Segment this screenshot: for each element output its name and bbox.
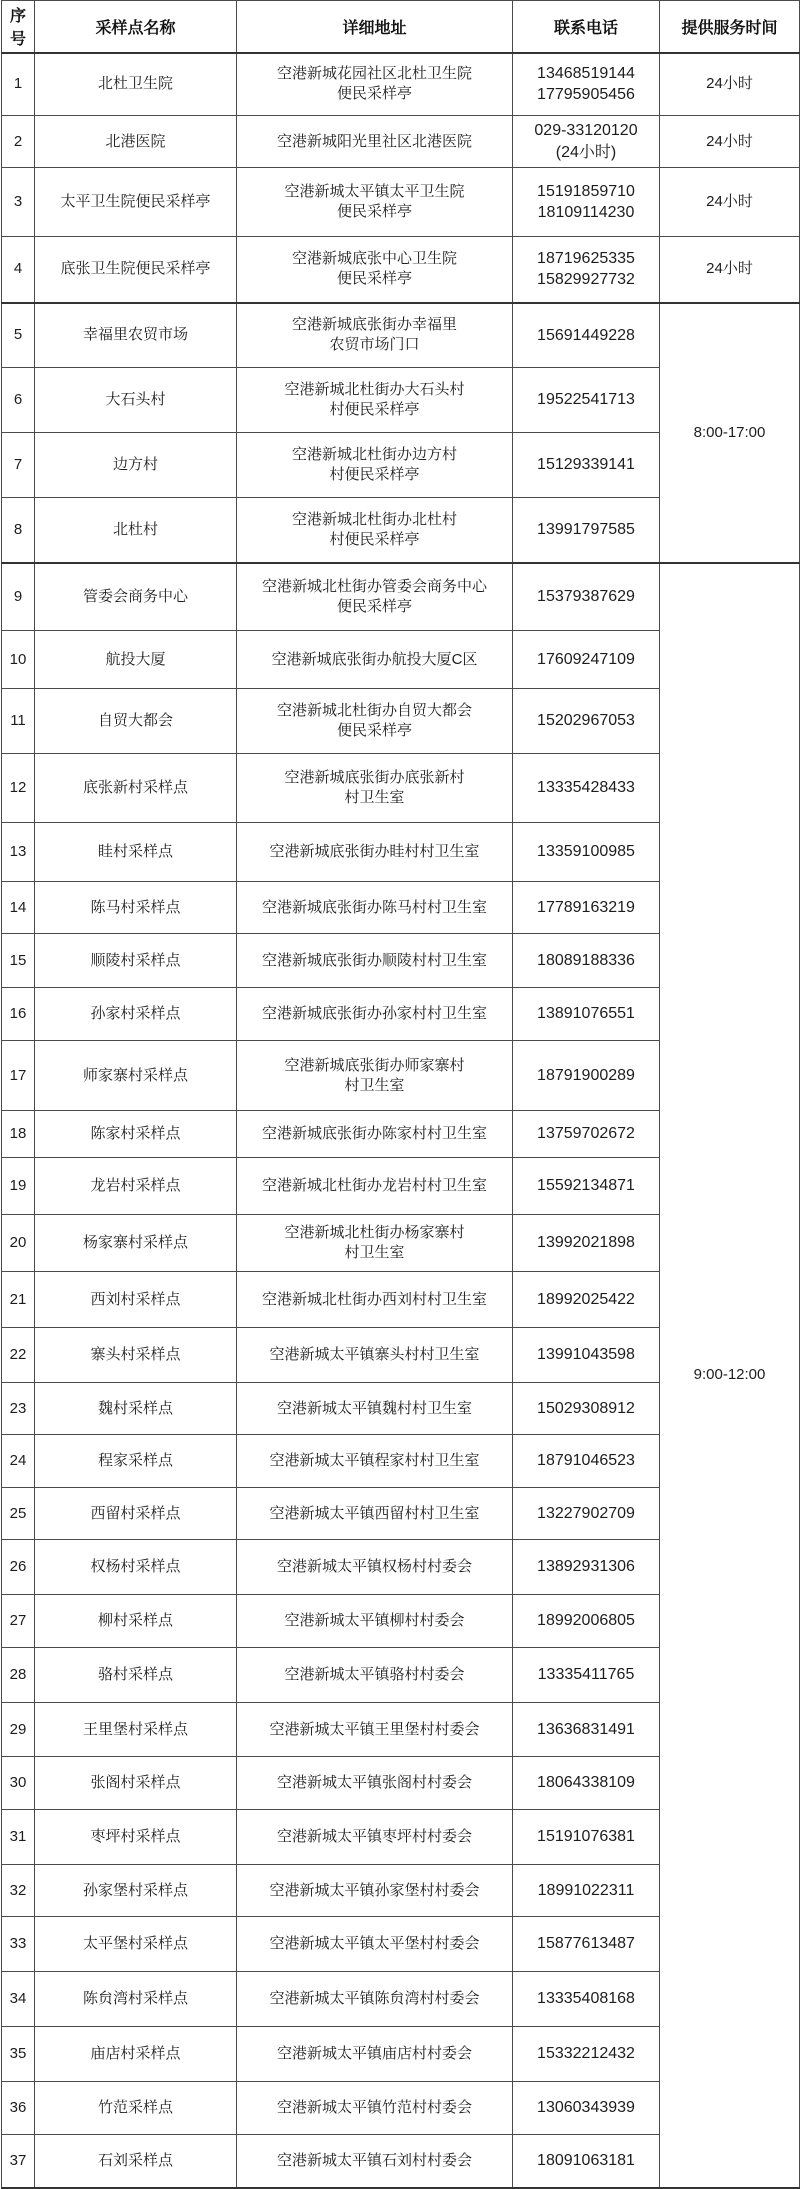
row-index-cell: 9 (2, 563, 35, 631)
site-name-cell: 孙家村采样点 (35, 988, 237, 1041)
address-cell (237, 1648, 513, 1703)
table-row (2, 563, 800, 631)
site-name-cell: 大石头村 (35, 368, 237, 433)
service-time-cell: 9:00-12:00 (660, 563, 800, 2188)
address-line: 空港新城底张中心卫生院 (291, 250, 457, 268)
address-line: 空港新城底张街办顺陵村村卫生室 (261, 951, 487, 969)
phone-cell (513, 168, 660, 237)
phone-line: 18791046523 (537, 1452, 635, 1470)
site-name-cell: 龙岩村采样点 (35, 1158, 237, 1215)
phone-line: 13359100985 (537, 843, 635, 861)
service-time-cell: 24小时 (660, 53, 800, 116)
site-name-cell: 北杜村 (35, 498, 237, 563)
address-line: 便民采样亭 (336, 85, 412, 103)
phone-line: 13060343939 (537, 2099, 635, 2117)
phone-line: 029-33120120 (534, 122, 638, 140)
header-cell: 提供服务时间 (660, 1, 800, 53)
row-index-cell: 23 (2, 1383, 35, 1435)
address-line: 村卫生室 (344, 1244, 405, 1261)
table-row (2, 168, 800, 237)
phone-cell (513, 433, 660, 498)
site-name-cell: 眭村采样点 (35, 823, 237, 882)
row-index-cell: 1 (2, 53, 35, 116)
phone-cell (513, 2027, 660, 2082)
row-index-cell: 7 (2, 433, 35, 498)
phone-cell (513, 1435, 660, 1488)
address-line: 便民采样亭 (336, 270, 412, 288)
address-cell (237, 1810, 513, 1865)
site-name-cell: 底张卫生院便民采样亭 (35, 237, 237, 303)
address-line: 空港新城阳光里社区北港医院 (276, 132, 472, 150)
phone-cell (513, 1757, 660, 1810)
address-line: 空港新城太平镇魏村村卫生室 (276, 1399, 472, 1417)
phone-cell (513, 988, 660, 1041)
address-cell (237, 1215, 513, 1272)
phone-cell (513, 1272, 660, 1328)
row-index-cell: 33 (2, 1917, 35, 1972)
header-row (2, 1, 800, 53)
phone-cell (513, 368, 660, 433)
phone-cell (513, 1383, 660, 1435)
phone-line: 15592134871 (537, 1177, 635, 1195)
address-line: 空港新城北杜街办管委会商务中心 (261, 577, 487, 595)
address-line: 空港新城底张街办陈马村村卫生室 (261, 898, 487, 916)
site-name-cell: 西刘村采样点 (35, 1272, 237, 1328)
site-name-cell: 柳村采样点 (35, 1595, 237, 1648)
site-name-cell: 航投大厦 (35, 631, 237, 689)
site-name-cell: 陈家村采样点 (35, 1111, 237, 1158)
table-row (2, 116, 800, 168)
phone-cell (513, 563, 660, 631)
address-line: 空港新城底张街办幸福里 (291, 316, 457, 334)
address-cell (237, 1703, 513, 1757)
address-line: 农贸市场门口 (329, 336, 420, 354)
phone-line: 18089188336 (537, 951, 635, 969)
phone-line: 15691449228 (537, 326, 635, 344)
address-line: 空港新城太平镇柳村村委会 (284, 1612, 465, 1630)
row-index-cell: 18 (2, 1111, 35, 1158)
site-name-cell: 师家寨村采样点 (35, 1041, 237, 1111)
phone-cell (513, 882, 660, 934)
phone-line: 13892931306 (537, 1558, 635, 1576)
phone-cell (513, 754, 660, 823)
address-line: 空港新城太平镇程家村村卫生室 (269, 1452, 480, 1470)
address-cell (237, 882, 513, 934)
address-line: 空港新城底张街办底张新村 (284, 769, 465, 787)
table-row (2, 237, 800, 303)
address-line: 便民采样亭 (336, 722, 412, 739)
phone-line: 18719625335 (537, 250, 635, 268)
phone-cell (513, 53, 660, 116)
address-cell (237, 1272, 513, 1328)
address-line: 空港新城北杜街办北杜村 (291, 510, 457, 528)
address-cell (237, 116, 513, 168)
address-cell (237, 1383, 513, 1435)
phone-cell (513, 1041, 660, 1111)
row-index-cell: 22 (2, 1328, 35, 1383)
row-index-cell: 32 (2, 1865, 35, 1917)
sampling-points-table (1, 0, 800, 2189)
phone-cell (513, 1111, 660, 1158)
row-index-cell: 16 (2, 988, 35, 1041)
address-cell (237, 168, 513, 237)
row-index-cell: 5 (2, 303, 35, 368)
address-line: 空港新城北杜街办边方村 (291, 446, 457, 464)
row-index-cell: 29 (2, 1703, 35, 1757)
row-index-cell: 24 (2, 1435, 35, 1488)
table-row (2, 303, 800, 368)
address-cell (237, 1972, 513, 2027)
address-line: 空港新城北杜街办大石头村 (284, 381, 465, 399)
phone-line: 13335428433 (537, 779, 635, 797)
site-name-cell: 边方村 (35, 433, 237, 498)
site-name-cell: 自贸大都会 (35, 689, 237, 754)
site-name-cell: 魏村采样点 (35, 1383, 237, 1435)
address-line: 空港新城太平镇庙店村村委会 (276, 2045, 472, 2063)
phone-cell (513, 1703, 660, 1757)
site-name-cell: 管委会商务中心 (35, 563, 237, 631)
service-time-cell: 24小时 (660, 168, 800, 237)
address-cell (237, 934, 513, 988)
phone-cell (513, 303, 660, 368)
address-cell (237, 1595, 513, 1648)
phone-cell (513, 237, 660, 303)
phone-line: 18091063181 (537, 2152, 635, 2170)
address-cell (237, 1757, 513, 1810)
site-name-cell: 北港医院 (35, 116, 237, 168)
phone-line: 18992025422 (537, 1290, 635, 1308)
phone-line: 17795905456 (537, 86, 635, 104)
address-line: 便民采样亭 (336, 203, 412, 220)
address-cell (237, 631, 513, 689)
address-cell (237, 433, 513, 498)
phone-cell (513, 1540, 660, 1595)
phone-cell (513, 1648, 660, 1703)
site-name-cell: 寨头村采样点 (35, 1328, 237, 1383)
table-row (2, 53, 800, 116)
address-line: 空港新城太平镇枣坪村村委会 (276, 1828, 472, 1846)
phone-cell (513, 1810, 660, 1865)
site-name-cell: 顺陵村采样点 (35, 934, 237, 988)
header-cell: 联系电话 (513, 1, 660, 53)
address-cell (237, 2082, 513, 2135)
address-cell (237, 1435, 513, 1488)
address-cell (237, 823, 513, 882)
phone-line: 15379387629 (537, 588, 635, 606)
site-name-cell: 程家采样点 (35, 1435, 237, 1488)
phone-cell (513, 1158, 660, 1215)
address-line: 空港新城太平镇寨头村村卫生室 (269, 1346, 480, 1364)
row-index-cell: 12 (2, 754, 35, 823)
phone-cell (513, 631, 660, 689)
row-index-cell: 31 (2, 1810, 35, 1865)
address-line: 村便民采样亭 (329, 466, 420, 483)
address-cell (237, 1158, 513, 1215)
address-cell (237, 1328, 513, 1383)
phone-line: 13227902709 (537, 1504, 635, 1522)
phone-line: 13991797585 (537, 521, 635, 539)
phone-line: 15191859710 (537, 182, 635, 200)
row-index-cell: 27 (2, 1595, 35, 1648)
row-index-cell: 3 (2, 168, 35, 237)
row-index-cell: 4 (2, 237, 35, 303)
phone-cell (513, 1972, 660, 2027)
row-index-cell: 2 (2, 116, 35, 168)
phone-cell (513, 823, 660, 882)
row-index-cell: 11 (2, 689, 35, 754)
address-line: 空港新城北杜街办杨家寨村 (284, 1224, 465, 1242)
address-cell (237, 1041, 513, 1111)
address-cell (237, 368, 513, 433)
phone-cell (513, 1595, 660, 1648)
site-name-cell: 枣坪村采样点 (35, 1810, 237, 1865)
address-cell (237, 237, 513, 303)
address-line: 空港新城太平镇西留村村卫生室 (269, 1504, 480, 1522)
address-line: 便民采样亭 (336, 597, 412, 615)
header-cell: 采样点名称 (35, 1, 237, 53)
row-index-cell: 15 (2, 934, 35, 988)
address-line: 村卫生室 (344, 789, 405, 806)
row-index-cell: 13 (2, 823, 35, 882)
row-index-cell: 8 (2, 498, 35, 563)
row-index-cell: 10 (2, 631, 35, 689)
site-name-cell: 孙家堡村采样点 (35, 1865, 237, 1917)
address-line: 空港新城太平镇石刘村村委会 (276, 2151, 472, 2169)
address-line: 空港新城太平镇权杨村村委会 (276, 1558, 472, 1576)
site-name-cell: 竹范采样点 (35, 2082, 237, 2135)
phone-cell (513, 1488, 660, 1540)
phone-line: 18064338109 (537, 1774, 635, 1792)
address-line: 空港新城太平镇竹范村村委会 (276, 2099, 472, 2117)
address-line: 空港新城太平镇孙家堡村村委会 (269, 1881, 480, 1899)
site-name-cell: 张阁村采样点 (35, 1757, 237, 1810)
phone-cell (513, 498, 660, 563)
site-name-cell: 底张新村采样点 (35, 754, 237, 823)
site-name-cell: 庙店村采样点 (35, 2027, 237, 2082)
address-line: 空港新城太平镇太平卫生院 (284, 183, 465, 201)
site-name-cell: 西留村采样点 (35, 1488, 237, 1540)
row-index-cell: 19 (2, 1158, 35, 1215)
row-index-cell: 25 (2, 1488, 35, 1540)
phone-line: 13636831491 (537, 1720, 635, 1738)
phone-line: 15332212432 (537, 2045, 635, 2063)
address-line: 空港新城底张街办陈家村村卫生室 (261, 1125, 487, 1143)
phone-line: 15129339141 (537, 456, 635, 474)
phone-cell (513, 934, 660, 988)
address-cell (237, 754, 513, 823)
table-body (2, 53, 800, 2188)
address-cell (237, 53, 513, 116)
row-index-cell: 21 (2, 1272, 35, 1328)
address-cell (237, 1111, 513, 1158)
site-name-cell: 骆村采样点 (35, 1648, 237, 1703)
address-line: 空港新城太平镇陈贠湾村村委会 (269, 1990, 480, 2008)
row-index-cell: 14 (2, 882, 35, 934)
site-name-cell: 陈贠湾村采样点 (35, 1972, 237, 2027)
phone-line: 17609247109 (537, 650, 635, 668)
phone-line: 19522541713 (537, 391, 635, 409)
row-index-cell: 36 (2, 2082, 35, 2135)
address-cell (237, 1540, 513, 1595)
row-index-cell: 35 (2, 2027, 35, 2082)
address-cell (237, 689, 513, 754)
address-line: 空港新城花园社区北杜卫生院 (276, 65, 472, 83)
phone-cell (513, 2082, 660, 2135)
address-line: 空港新城底张街办航投大厦C区 (271, 650, 478, 668)
row-index-cell: 34 (2, 1972, 35, 2027)
phone-line: 18109114230 (537, 204, 635, 221)
phone-line: 15202967053 (537, 712, 635, 730)
phone-line: 15877613487 (537, 1935, 635, 1953)
address-line: 空港新城底张街办师家寨村 (284, 1056, 465, 1074)
address-line: 空港新城太平镇张阁村村委会 (276, 1774, 472, 1792)
row-index-cell: 26 (2, 1540, 35, 1595)
phone-line: 13468519144 (537, 65, 635, 83)
site-name-cell: 太平堡村采样点 (35, 1917, 237, 1972)
phone-line: 18991022311 (537, 1881, 635, 1899)
row-index-cell: 17 (2, 1041, 35, 1111)
table-header (2, 1, 800, 53)
row-index-cell: 6 (2, 368, 35, 433)
address-line: 空港新城太平镇太平堡村村委会 (269, 1935, 480, 1953)
phone-line: 18992006805 (537, 1612, 635, 1630)
address-line: 空港新城北杜街办自贸大都会 (276, 702, 472, 720)
service-time-cell: 8:00-17:00 (660, 303, 800, 563)
address-line: 村便民采样亭 (329, 530, 420, 548)
address-cell (237, 1488, 513, 1540)
address-line: 空港新城太平镇骆村村委会 (284, 1666, 465, 1684)
phone-line: (24小时) (555, 143, 617, 161)
address-line: 村便民采样亭 (329, 401, 420, 418)
phone-line: 13335408168 (537, 1990, 635, 2008)
row-index-cell: 20 (2, 1215, 35, 1272)
address-cell (237, 2027, 513, 2082)
site-name-cell: 权杨村采样点 (35, 1540, 237, 1595)
row-index-cell: 28 (2, 1648, 35, 1703)
address-line: 空港新城底张街办孙家村村卫生室 (261, 1005, 487, 1023)
address-line: 空港新城太平镇王里堡村村委会 (269, 1720, 480, 1738)
address-cell (237, 2135, 513, 2188)
address-cell (237, 1917, 513, 1972)
phone-line: 15029308912 (537, 1399, 635, 1417)
phone-cell (513, 116, 660, 168)
address-line: 空港新城北杜街办西刘村村卫生室 (261, 1290, 487, 1308)
service-time-cell: 24小时 (660, 116, 800, 168)
site-name-cell: 北杜卫生院 (35, 53, 237, 116)
phone-line: 15191076381 (537, 1828, 635, 1846)
header-cell: 详细地址 (237, 1, 513, 53)
phone-cell (513, 2135, 660, 2188)
address-line: 村卫生室 (344, 1076, 405, 1094)
site-name-cell: 石刘采样点 (35, 2135, 237, 2188)
address-cell (237, 303, 513, 368)
phone-cell (513, 1215, 660, 1272)
phone-line: 13992021898 (537, 1234, 635, 1252)
phone-cell (513, 689, 660, 754)
phone-line: 13991043598 (537, 1346, 635, 1364)
phone-line: 13891076551 (537, 1005, 635, 1023)
address-cell (237, 988, 513, 1041)
phone-line: 17789163219 (537, 898, 635, 916)
row-index-cell: 37 (2, 2135, 35, 2188)
site-name-cell: 幸福里农贸市场 (35, 303, 237, 368)
site-name-cell: 太平卫生院便民采样亭 (35, 168, 237, 237)
phone-line: 13335411765 (537, 1666, 635, 1684)
row-index-cell: 30 (2, 1757, 35, 1810)
phone-cell (513, 1328, 660, 1383)
phone-line: 13759702672 (537, 1125, 635, 1143)
site-name-cell: 王里堡村采样点 (35, 1703, 237, 1757)
phone-cell (513, 1917, 660, 1972)
header-cell: 序号 (2, 1, 35, 53)
site-name-cell: 陈马村采样点 (35, 882, 237, 934)
service-time-cell: 24小时 (660, 237, 800, 303)
address-line: 空港新城北杜街办龙岩村村卫生室 (261, 1177, 487, 1195)
address-line: 空港新城底张街办眭村村卫生室 (269, 843, 480, 861)
phone-line: 15829927732 (537, 271, 635, 289)
address-cell (237, 498, 513, 563)
phone-cell (513, 1865, 660, 1917)
site-name-cell: 杨家寨村采样点 (35, 1215, 237, 1272)
phone-line: 18791900289 (537, 1066, 635, 1084)
address-cell (237, 1865, 513, 1917)
address-cell (237, 563, 513, 631)
